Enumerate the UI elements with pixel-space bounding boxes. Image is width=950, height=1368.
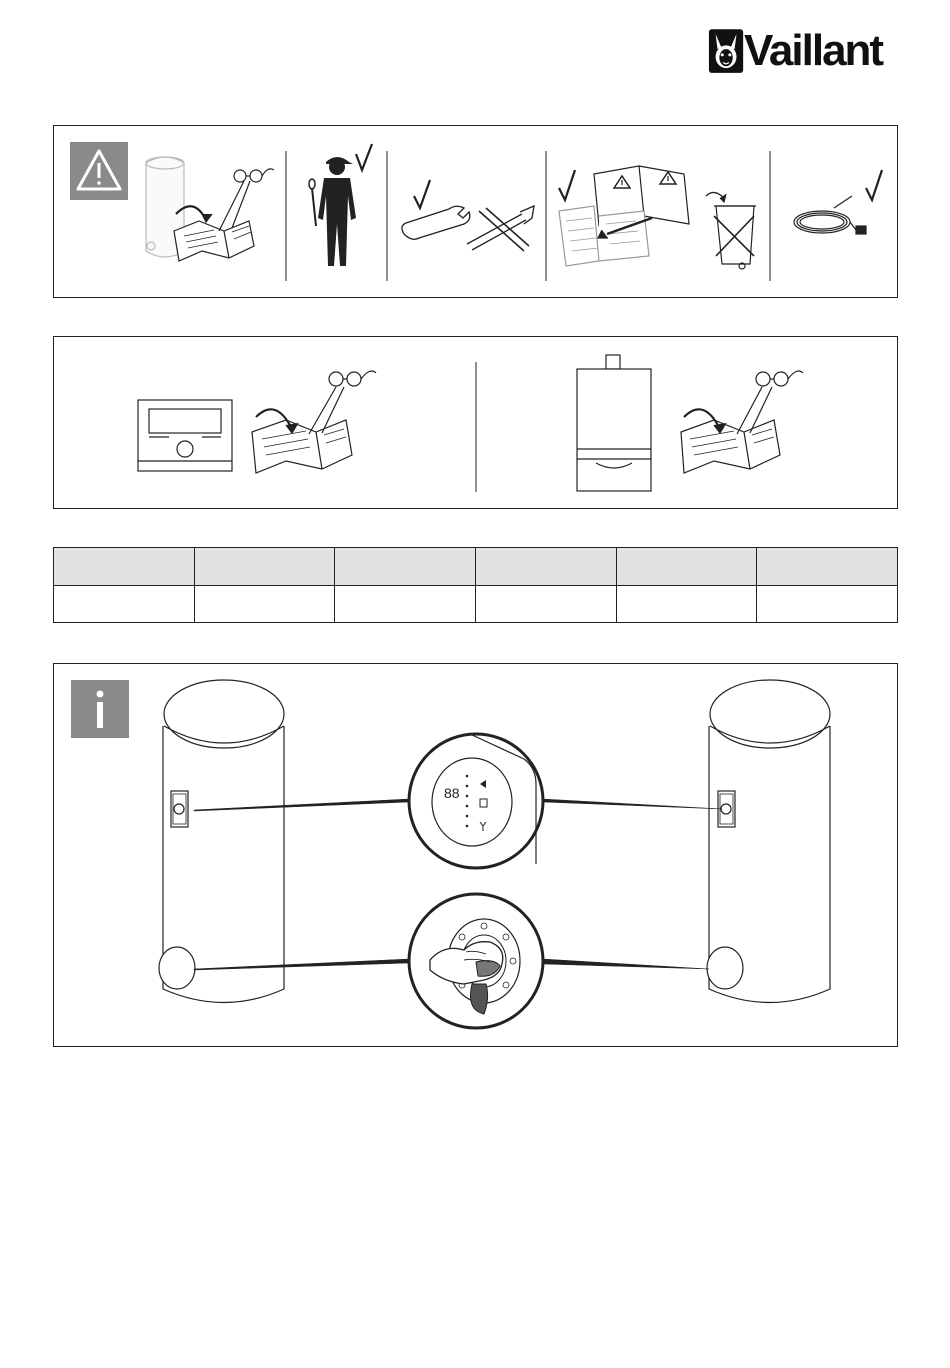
- read-manual-cylinder-icon: [146, 157, 274, 261]
- table-cell: [616, 586, 757, 623]
- cylinder-right-icon: [707, 680, 830, 1003]
- documents-illustrations: [54, 337, 899, 510]
- safety-instructions-icon: [559, 166, 756, 269]
- qualified-technician-icon: [309, 144, 372, 266]
- table-header-row: [54, 548, 898, 586]
- spec-table: [53, 547, 898, 623]
- table-header-cell: [194, 548, 335, 586]
- table-cell: [757, 586, 898, 623]
- warning-triangle-icon: [70, 142, 128, 200]
- safety-illustrations: [54, 126, 899, 299]
- table-cell: [54, 586, 195, 623]
- related-documents-panel: [53, 336, 898, 509]
- hare-icon: [708, 28, 746, 76]
- cable-icon: [794, 170, 882, 234]
- table-cell: [475, 586, 616, 623]
- brand-name: Vaillant: [744, 26, 883, 75]
- table-header-cell: [335, 548, 476, 586]
- svg-text:88: 88: [444, 785, 460, 801]
- info-illustrations: [54, 664, 899, 1048]
- cleaning-detail-icon: [409, 894, 543, 1028]
- control-panel-detail-icon: [409, 734, 543, 868]
- table-header-cell: [616, 548, 757, 586]
- table-header-cell: [475, 548, 616, 586]
- correct-tools-icon: [402, 180, 534, 251]
- table-row: [54, 586, 898, 623]
- controller-read-manual-icon: [138, 371, 376, 473]
- info-icon: [71, 680, 129, 738]
- table-cell: [194, 586, 335, 623]
- table-header-cell: [54, 548, 195, 586]
- info-panel: [53, 663, 898, 1047]
- table-header-cell: [757, 548, 898, 586]
- cylinder-left-icon: [159, 680, 284, 1003]
- boiler-read-manual-icon: [577, 355, 803, 491]
- table-cell: [335, 586, 476, 623]
- safety-panel: [53, 125, 898, 298]
